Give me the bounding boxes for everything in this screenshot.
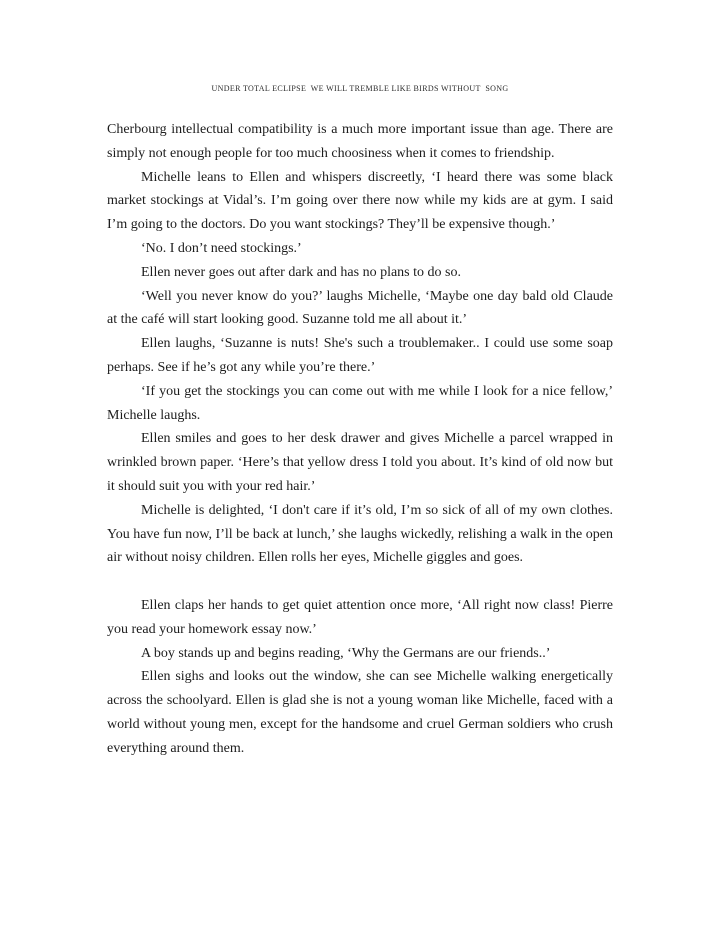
paragraph: ‘No. I don’t need stockings.’	[141, 240, 302, 256]
paragraph: Ellen claps her hands to get quiet attention once more, ‘All right now class! Pierre you read your homework essay now.’	[107, 597, 613, 637]
paragraph: Ellen sighs and looks out the window, she can see Michelle walking energetically across the schoolyard. Ellen is glad she is not a young woman like Michelle, faced with a world without young men, except for the handsome and cruel German soldiers who crush everything around them.	[107, 669, 613, 756]
paragraph: Michelle leans to Ellen and whispers discreetly, ‘I heard there was some black market stockings at Vidal’s. I’m going over there now while my kids are at gym. I said I’m going to the doctors. Do you want stockings? They’ll be expensive though.’	[107, 169, 613, 233]
paragraph: Ellen laughs, ‘Suzanne is nuts! She's such a troublemaker.. I could use some soap perhaps. See if he’s got any while you’re there.’	[107, 336, 613, 375]
paragraph: ‘If you get the stockings you can come out with me while I look for a nice fellow,’ Michelle laughs.	[107, 383, 613, 423]
scene-break	[107, 570, 613, 594]
page-body	[107, 118, 613, 761]
paragraph: Cherbourg intellectual compatibility is a much more important issue than age. There are simply not enough people for too much choosiness when it comes to friendship.	[107, 122, 613, 161]
paragraph: Michelle is delighted, ‘I don't care if it’s old, I’m so sick of all of my own clothes. You have fun now, I’ll be back at lunch,’ she laughs wickedly, relishing a walk in the open air without noisy children. Ellen rolls her eyes, Michelle giggles and goes.	[107, 502, 613, 566]
paragraph: Ellen never goes out after dark and has no plans to do so.	[141, 264, 461, 280]
paragraph: A boy stands up and begins reading, ‘Why the Germans are our friends..’	[141, 645, 551, 661]
paragraph: ‘Well you never know do you?’ laughs Michelle, ‘Maybe one day bald old Claude at the café will start looking good. Suzanne told me all about it.’	[107, 288, 613, 328]
running-header: UNDER TOTAL ECLIPSE WE WILL TREMBLE LIKE BIRDS WITHOUT SONG	[211, 84, 509, 93]
paragraph: Ellen smiles and goes to her desk drawer and gives Michelle a parcel wrapped in wrinkled brown paper. ‘Here’s that yellow dress I told you about. It’s kind of old now but it should suit you with your red hair.’	[107, 431, 613, 494]
